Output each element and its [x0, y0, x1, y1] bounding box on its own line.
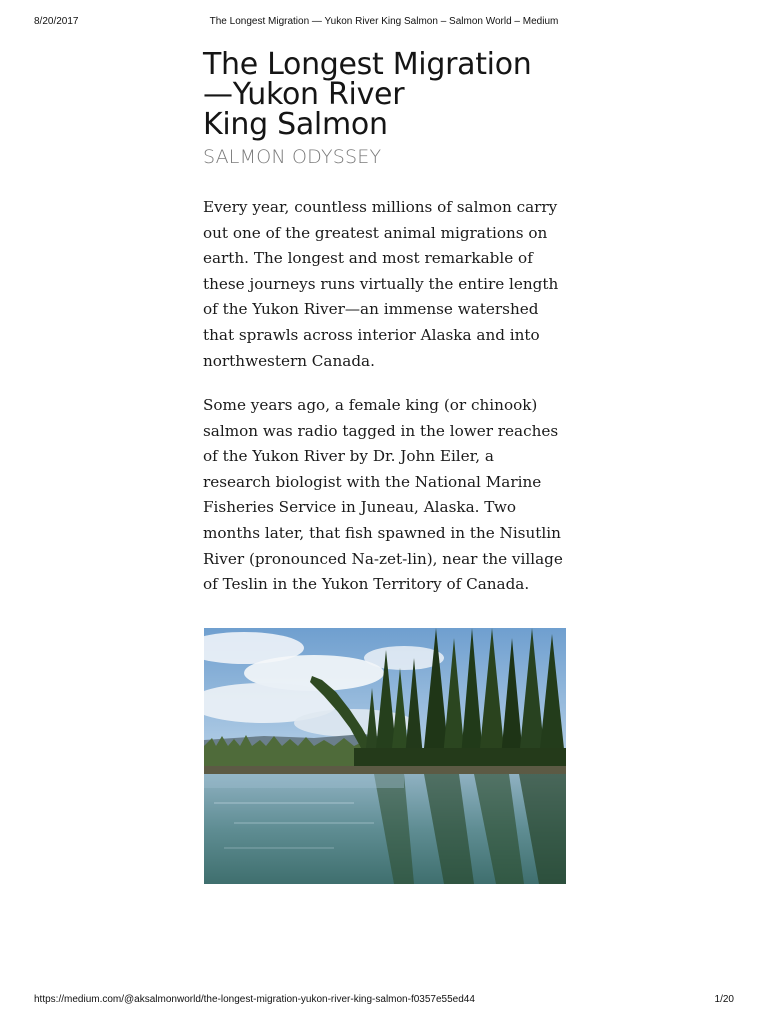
article-paragraph-2	[203, 393, 565, 598]
paragraph-line: that sprawls across interior Alaska and into	[203, 325, 540, 344]
article-header	[203, 47, 573, 168]
page-number: 1/20	[714, 994, 734, 1005]
paragraph-line: River (pronounced Na-zet-lin), near the village	[203, 549, 563, 568]
paragraph-line: research biologist with the National Marine	[203, 472, 542, 491]
paragraph-line: of Teslin in the Yukon Territory of Canada.	[203, 575, 530, 594]
article-title	[203, 47, 573, 142]
paragraph-line: months later, that fish spawned in the Nisutlin	[203, 523, 561, 542]
print-page-title: The Longest Migration — Yukon River King Salmon – Salmon World – Medium	[209, 16, 559, 27]
print-url: https://medium.com/@aksalmonworld/the-longest-migration-yukon-river-king-salmon-f0357e55ed44	[34, 994, 475, 1005]
paragraph-line: salmon was radio tagged in the lower reaches	[203, 421, 559, 440]
river-photo	[204, 628, 566, 884]
paragraph-line: northwestern Canada.	[203, 351, 375, 370]
paragraph-line: Fisheries Service in Juneau, Alaska. Two	[203, 498, 517, 517]
article-title-line: The Longest Migration	[203, 47, 532, 82]
paragraph-line: earth. The longest and most remarkable of	[203, 249, 533, 268]
article-title-line: —Yukon River	[203, 77, 405, 112]
print-date: 8/20/2017	[34, 16, 79, 27]
paragraph-line: Every year, countless millions of salmon carry	[203, 198, 558, 216]
paragraph-line: of the Yukon River—an immense watershed	[203, 300, 539, 319]
article-subtitle: SALMON ODYSSEY	[203, 146, 382, 168]
paragraph-line: these journeys runs virtually the entire length	[203, 274, 559, 293]
article-paragraph-1	[203, 195, 565, 374]
paragraph-line: out one of the greatest animal migrations on	[203, 223, 548, 242]
paragraph-line: of the Yukon River by Dr. John Eiler, a	[203, 447, 494, 466]
article-title-line: King Salmon	[203, 107, 388, 142]
paragraph-line: Some years ago, a female king (or chinook)	[203, 396, 538, 414]
